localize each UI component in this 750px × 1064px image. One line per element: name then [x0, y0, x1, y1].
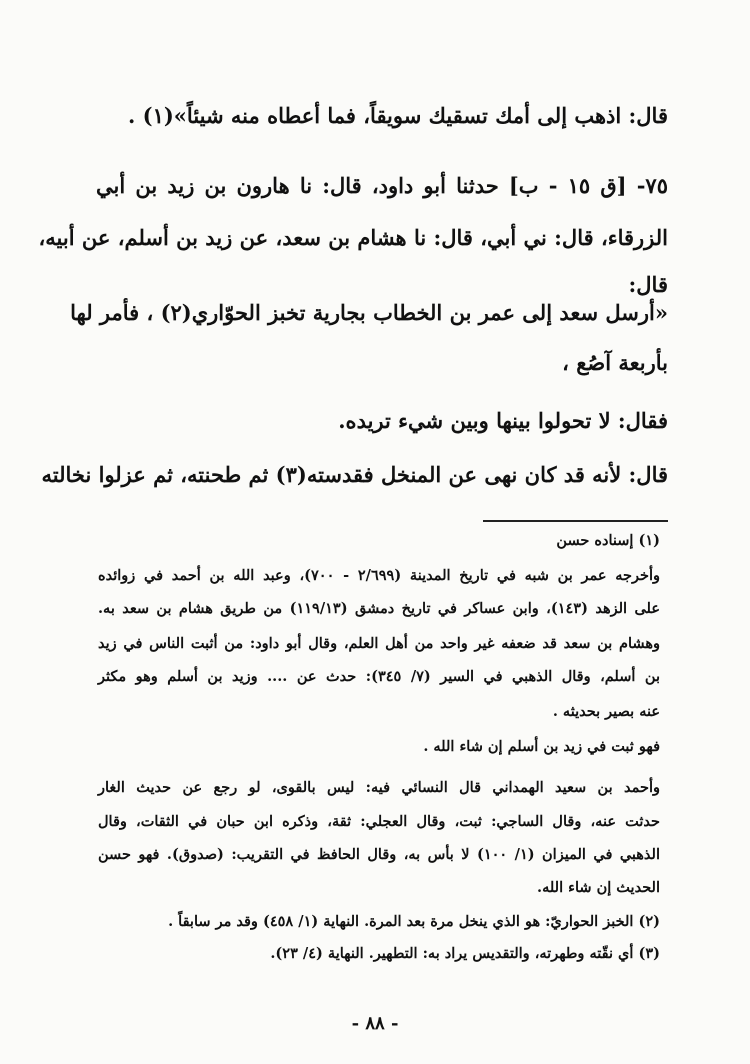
- body-line-1: قال: اذهب إلى أمك تسقيك سويقاً، فما أعطاه منه شيئاً»(١) .: [128, 103, 668, 128]
- footnote-line: فهو ثبت في زيد بن أسلم إن شاء الله .: [423, 738, 660, 755]
- body-line-5: «أرسل سعد إلى عمر بن الخطاب بجارية تخبز الحوّاري(٢) ، فأمر لها: [70, 300, 668, 325]
- body-line-8: قال: لأنه قد كان نهى عن المنخل فقدسته(٣) ثم طحنته، ثم عزلوا نخالته: [41, 462, 668, 487]
- footnote-line: على الزهد (١٤٣)، وابن عساكر في تاريخ دمشق (١١٩/١٣) من طريق هشام بن سعد به.: [98, 600, 660, 617]
- footnote-line: عنه بصير بحديثه .: [552, 703, 660, 720]
- page-number: - ٨٨ -: [351, 1013, 399, 1034]
- footnote-1-heading: (١) إسناده حسن: [556, 532, 660, 549]
- footnote-separator: [483, 520, 668, 522]
- body-line-2: ٧٥- [ق ١٥ - ب] حدثنا أبو داود، قال: نا هارون بن زيد بن أبي: [96, 173, 668, 198]
- body-line-6: بأربعة آصُع ،: [562, 350, 668, 375]
- footnote-line: وأخرجه عمر بن شبه في تاريخ المدينة (٢/٦٩٩ - ٧٠٠)، وعبد الله بن أحمد في زوائده: [98, 567, 660, 584]
- footnote-3: (٣) أي نقّته وطهرته، والتقديس يراد به: التطهير. النهاية (٤/ ٢٣).: [270, 945, 660, 962]
- footnote-line: الذهبي في الميزان (١/ ١٠٠) لا بأس به، وقال الحافظ في التقريب: (صدوق). فهو حسن: [98, 846, 660, 863]
- body-line-3: الزرقاء، قال: ني أبي، قال: نا هشام بن سعد، عن زيد بن أسلم، عن أبيه،: [38, 225, 668, 250]
- footnote-line: الحديث إن شاء الله.: [537, 879, 660, 896]
- body-line-7: فقال: لا تحولوا بينها وبين شيء تريده.: [338, 408, 668, 433]
- footnote-line: بن أسلم، وقال الذهبي في السير (٧/ ٣٤٥): حدث عن .... وزيد بن أسلم وهو مكثر: [98, 668, 660, 685]
- footnote-line: حدثت عنه، وقال الساجي: ثبت، وقال العجلي: ثقة، وذكره ابن حبان في الثقات، وقال: [98, 813, 660, 830]
- footnote-2: (٢) الخبز الحواريّ: هو الذي ينخل مرة بعد المرة. النهاية (١/ ٤٥٨) وقد مر سابقاً .: [168, 913, 660, 930]
- footnote-line: وأحمد بن سعيد الهمداني قال النسائي فيه: ليس بالقوى، لو رجع عن حديث الغار: [98, 779, 660, 796]
- footnote-line: وهشام بن سعد قد ضعفه غير واحد من أهل العلم، وقال أبو داود: من أثبت الناس في زيد: [98, 635, 660, 652]
- body-line-4: قال:: [628, 272, 668, 297]
